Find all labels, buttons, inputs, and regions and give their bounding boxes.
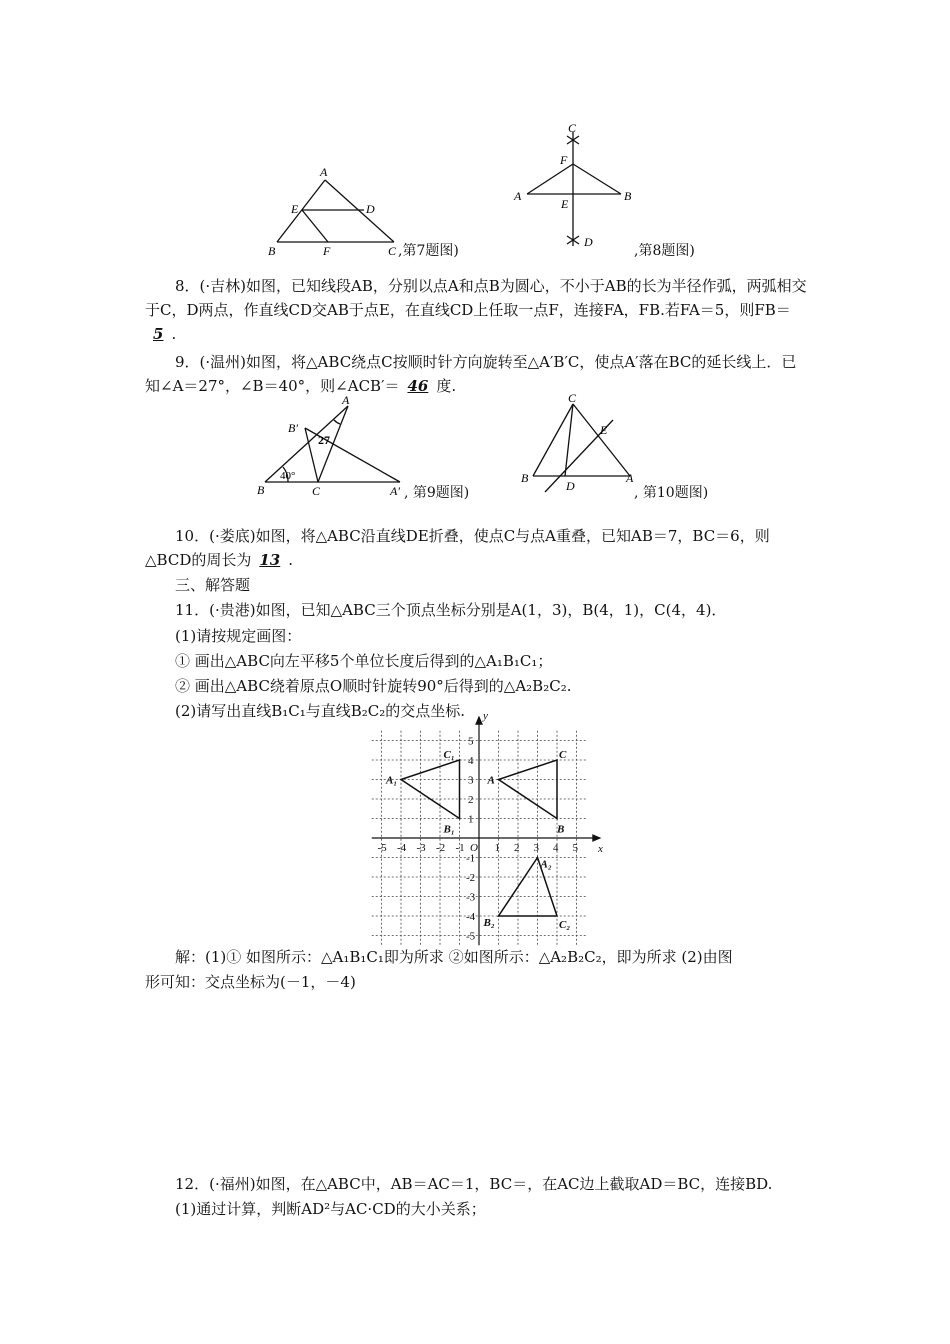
fig10-label-E: E bbox=[600, 423, 608, 437]
y-tick-label: 5 bbox=[468, 735, 474, 748]
q11-part1b: ② 画出△ABC绕着原点O顺时针旋转90°后得到的△A₂B₂C₂. bbox=[175, 677, 572, 695]
fig8-caption: ,第8题图) bbox=[634, 243, 695, 259]
fig8-label-A: A bbox=[514, 189, 522, 203]
fig7-label-E: E bbox=[291, 202, 299, 216]
fig8-label-C: C bbox=[568, 121, 577, 135]
fig9-angle-B: 40° bbox=[280, 470, 296, 482]
y-tick-label: -3 bbox=[466, 891, 476, 904]
q11-solution-line1: 解：(1)① 如图所示：△A₁B₁C₁即为所求 ②如图所示：△A₂B₂C₂，即为所求 (2)由图 bbox=[175, 948, 733, 966]
q9-text: (·温州)如图，将△ABC绕点C按顺时针方向旋转至△A′B′C，使点A′落在BC的延长线上．已知∠A＝27°，∠B＝40°，则∠ACB′＝ bbox=[145, 353, 797, 395]
point-label-B1: B₁ bbox=[443, 823, 455, 836]
x-tick-label: 4 bbox=[553, 842, 559, 854]
fig8-label-D: D bbox=[584, 235, 593, 249]
q11-part2: (2)请写出直线B₁C₁与直线B₂C₂的交点坐标. bbox=[175, 702, 466, 720]
fig7-label-C: C bbox=[388, 244, 397, 258]
y-tick-label: 2 bbox=[468, 794, 474, 806]
q11-solution-line2: 形可知：交点坐标为(－1，－4) bbox=[145, 973, 356, 991]
fig10-label-C: C bbox=[568, 391, 577, 405]
y-axis-arrow bbox=[476, 717, 482, 724]
x-tick-label: -2 bbox=[436, 842, 446, 854]
q12-part1: (1)通过计算，判断AD²与AC·CD的大小关系； bbox=[175, 1200, 486, 1218]
x-tick-label: -3 bbox=[416, 842, 426, 854]
q12-number: 12． bbox=[175, 1175, 210, 1193]
q10-answer: 13 bbox=[259, 551, 281, 569]
x-axis-arrow bbox=[593, 835, 600, 841]
y-tick-label: 3 bbox=[468, 774, 474, 787]
fig9-label-C: C bbox=[312, 484, 321, 498]
fig9-label-B: B bbox=[257, 483, 265, 497]
point-label-A1: A₁ bbox=[386, 774, 398, 787]
fig8-label-F: F bbox=[560, 153, 568, 167]
fig7-caption: ,第7题图) bbox=[398, 243, 459, 259]
q9-answer: 46 bbox=[407, 377, 429, 395]
q11-part1a: ① 画出△ABC向左平移5个单位长度后得到的△A₁B₁C₁； bbox=[175, 652, 553, 670]
q10-number: 10． bbox=[175, 527, 210, 545]
fig9-label-A: A bbox=[342, 393, 350, 407]
point-label-B2: B₂ bbox=[483, 917, 495, 929]
x-tick-label: -4 bbox=[397, 842, 407, 854]
fig7-label-D: D bbox=[366, 202, 375, 216]
x-tick-label: 5 bbox=[572, 842, 578, 854]
q12-text: (·福州)如图，在△ABC中，AB＝AC＝1，BC＝，在AC边上截取AD＝BC，连接BD. bbox=[209, 1175, 773, 1193]
fig8-label-B: B bbox=[624, 189, 632, 203]
question-9: 9．(·温州)如图，将△ABC绕点C按顺时针方向旋转至△A′B′C，使点A′落在BC的延长线上．已知∠A＝27°，∠B＝40°，则∠ACB′＝ 46 度. bbox=[145, 353, 797, 395]
point-label-C1: C₁ bbox=[443, 749, 455, 761]
point-label-B: B bbox=[557, 823, 565, 836]
question-8: 8．(·吉林)如图，已知线段AB，分别以点A和点B为圆心，不小于AB的长为半径作弧，两弧相交于C，D两点，作直线CD交AB于点E，在直线CD上任取一点F，连接FA，FB.若FA＝5，则FB＝5 . bbox=[145, 277, 807, 343]
fig7-label-A: A bbox=[320, 165, 328, 179]
q11-number: 11． bbox=[175, 601, 210, 619]
figure-8 bbox=[505, 118, 645, 258]
fig10-label-B: B bbox=[521, 471, 529, 485]
fig9-caption: , 第9题图) bbox=[404, 485, 470, 501]
point-label-C: C bbox=[559, 749, 567, 761]
fig10-label-A: A bbox=[626, 471, 634, 485]
x-tick-label: 3 bbox=[533, 842, 539, 854]
point-label-A: A bbox=[487, 774, 495, 787]
triangle-ABC bbox=[499, 760, 558, 819]
triangle-A1B1C1 bbox=[401, 760, 460, 819]
y-axis-label: y bbox=[483, 710, 488, 723]
q11-text: (·贵港)如图，已知△ABC三个顶点坐标分别是A(1，3)，B(4，1)，C(4，4)． bbox=[209, 601, 727, 619]
coordinate-grid-figure bbox=[377, 710, 604, 943]
q10-text: (·娄底)如图，将△ABC沿直线DE折叠，使点C与点A重叠，已知AB＝7，BC＝6，则△BCD的周长为 bbox=[145, 527, 770, 569]
y-tick-label: -5 bbox=[466, 930, 476, 943]
q11-part1: (1)请按规定画图： bbox=[175, 627, 302, 645]
fig9-label-Bprime: B′ bbox=[288, 421, 298, 435]
x-tick-label: 1 bbox=[494, 842, 500, 854]
figure-10 bbox=[515, 392, 645, 502]
fig10-label-D: D bbox=[566, 479, 575, 493]
question-10: 10．(·娄底)如图，将△ABC沿直线DE折叠，使点C与点A重叠，已知AB＝7，BC＝6，则△BCD的周长为 13 . bbox=[145, 527, 770, 569]
q8-number: 8． bbox=[175, 277, 200, 295]
y-tick-label: 1 bbox=[468, 813, 474, 826]
question-11 bbox=[175, 598, 726, 622]
fig9-angle-A: 27 bbox=[318, 433, 330, 447]
q8-text: (·吉林)如图，已知线段AB，分别以点A和点B为圆心，不小于AB的长为半径作弧，两弧相交于C，D两点，作直线CD交AB于点E，在直线CD上任取一点F，连接FA，FB.若FA＝5，则FB＝ bbox=[145, 277, 807, 319]
x-tick-label: -5 bbox=[377, 842, 387, 854]
point-label-A2: A₂ bbox=[540, 858, 552, 871]
q9-number: 9． bbox=[175, 353, 200, 371]
y-tick-label: -4 bbox=[466, 911, 476, 923]
fig7-label-F: F bbox=[323, 244, 331, 258]
y-tick-label: -2 bbox=[466, 872, 476, 884]
point-label-C2: C₂ bbox=[559, 919, 571, 931]
x-tick-label: 2 bbox=[514, 842, 520, 854]
fig7-label-B: B bbox=[268, 244, 276, 258]
x-tick-label: -1 bbox=[455, 842, 465, 854]
origin-label: O bbox=[470, 842, 478, 854]
q8-answer: 5 bbox=[153, 325, 164, 343]
x-axis-label: x bbox=[597, 843, 603, 855]
y-tick-label: -1 bbox=[466, 852, 476, 865]
question-12 bbox=[175, 1172, 772, 1196]
fig8-label-E: E bbox=[561, 197, 569, 211]
fig10-caption: , 第10题图) bbox=[634, 485, 709, 501]
fig9-label-Aprime: A′ bbox=[390, 484, 400, 498]
figure-9 bbox=[250, 392, 420, 502]
y-tick-label: 4 bbox=[468, 755, 474, 767]
section-3-heading: 三、解答题 bbox=[175, 576, 251, 594]
